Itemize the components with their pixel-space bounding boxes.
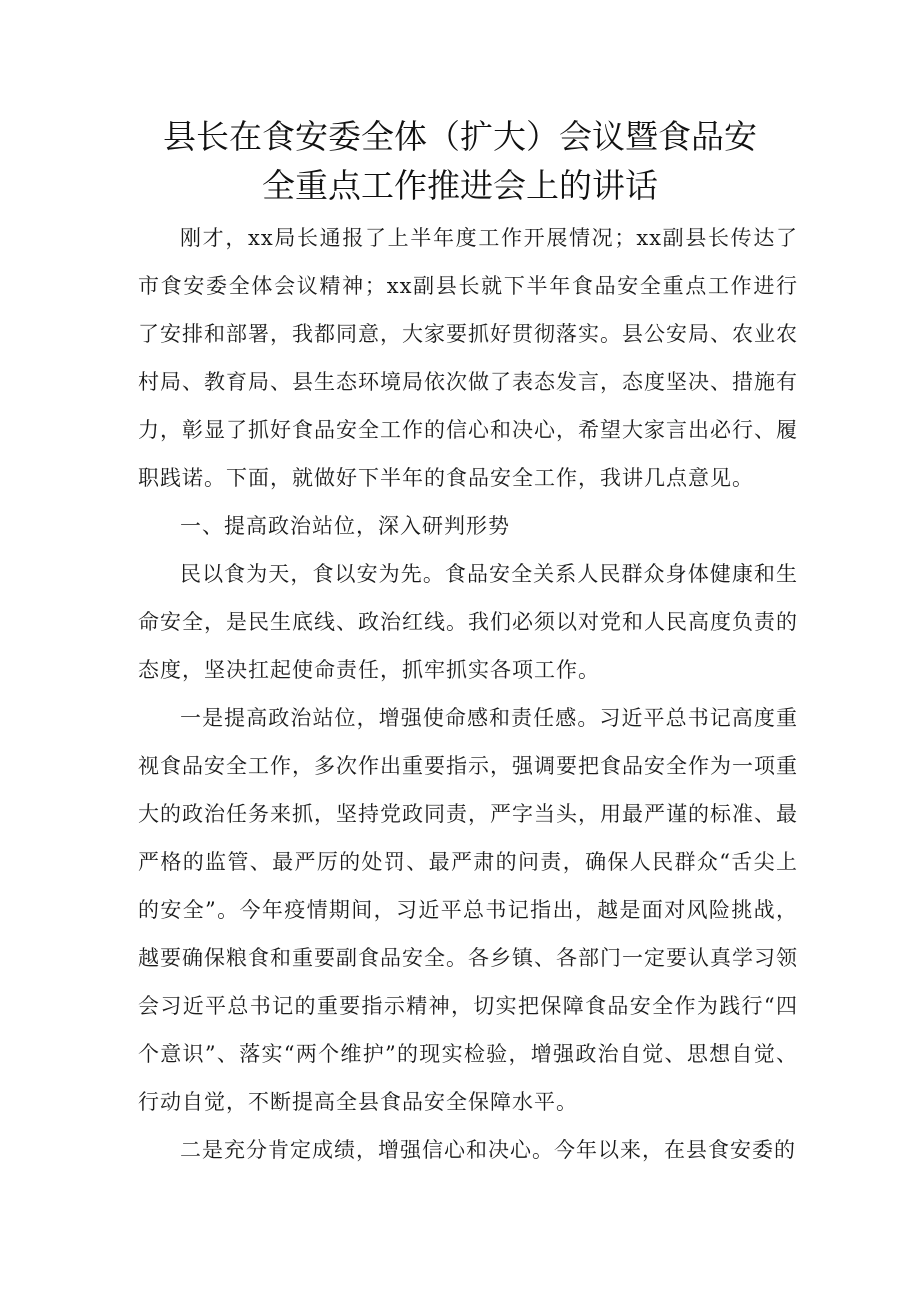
paragraph-intro: 刚才，xx局长通报了上半年度工作开展情况；xx副县长传达了市食安委全体会议精神；xx副县长就下半年食品安全重点工作进行了安排和部署，我都同意，大家要抓好贯彻落实。县公安局、农业农村局、教育局、县生态环境局依次做了表态发言，态度坚决、措施有力，彰显了抓好食品安全工作的信心和决心，希望大家言出必行、履职践诺。下面，就做好下半年的食品安全工作，我讲几点意见。 [138, 226, 798, 490]
paragraph-point-1: 一是提高政治站位，增强使命感和责任感。习近平总书记高度重视食品安全工作，多次作出重要指示，强调要把食品安全作为一项重大的政治任务来抓，坚持党政同责，严字当头，用最严谨的标准、最严格的监管、最严厉的处罚、最严肃的问责，确保人民群众“舌尖上的安全”。今年疫情期间，习近平总书记指出，越是面对风险挑战，越要确保粮食和重要副食品安全。各乡镇、各部门一定要认真学习领会习近平总书记的重要指示精神，切实把保障食品安全作为践行“四个意识”、落实“两个维护”的现实检验，增强政治自觉、思想自觉、行动自觉，不断提高全县食品安全保障水平。 [138, 706, 798, 1114]
document-title-line-1: 县长在食安委全体（扩大）会议暨食品安 [163, 117, 757, 156]
paragraph-point-2: 二是充分肯定成绩，增强信心和决心。今年以来，在县食安委的 [180, 1138, 796, 1162]
section-heading-1: 一、提高政治站位，深入研判形势 [180, 514, 510, 538]
paragraph-food-safety: 民以食为天，食以安为先。食品安全关系人民群众身体健康和生命安全，是民生底线、政治红线。我们必须以对党和人民高度负责的态度，坚决扛起使命责任，抓牢抓实各项工作。 [138, 562, 798, 682]
document-title-line-2: 全重点工作推进会上的讲话 [262, 166, 658, 205]
document-body [138, 214, 798, 1174]
